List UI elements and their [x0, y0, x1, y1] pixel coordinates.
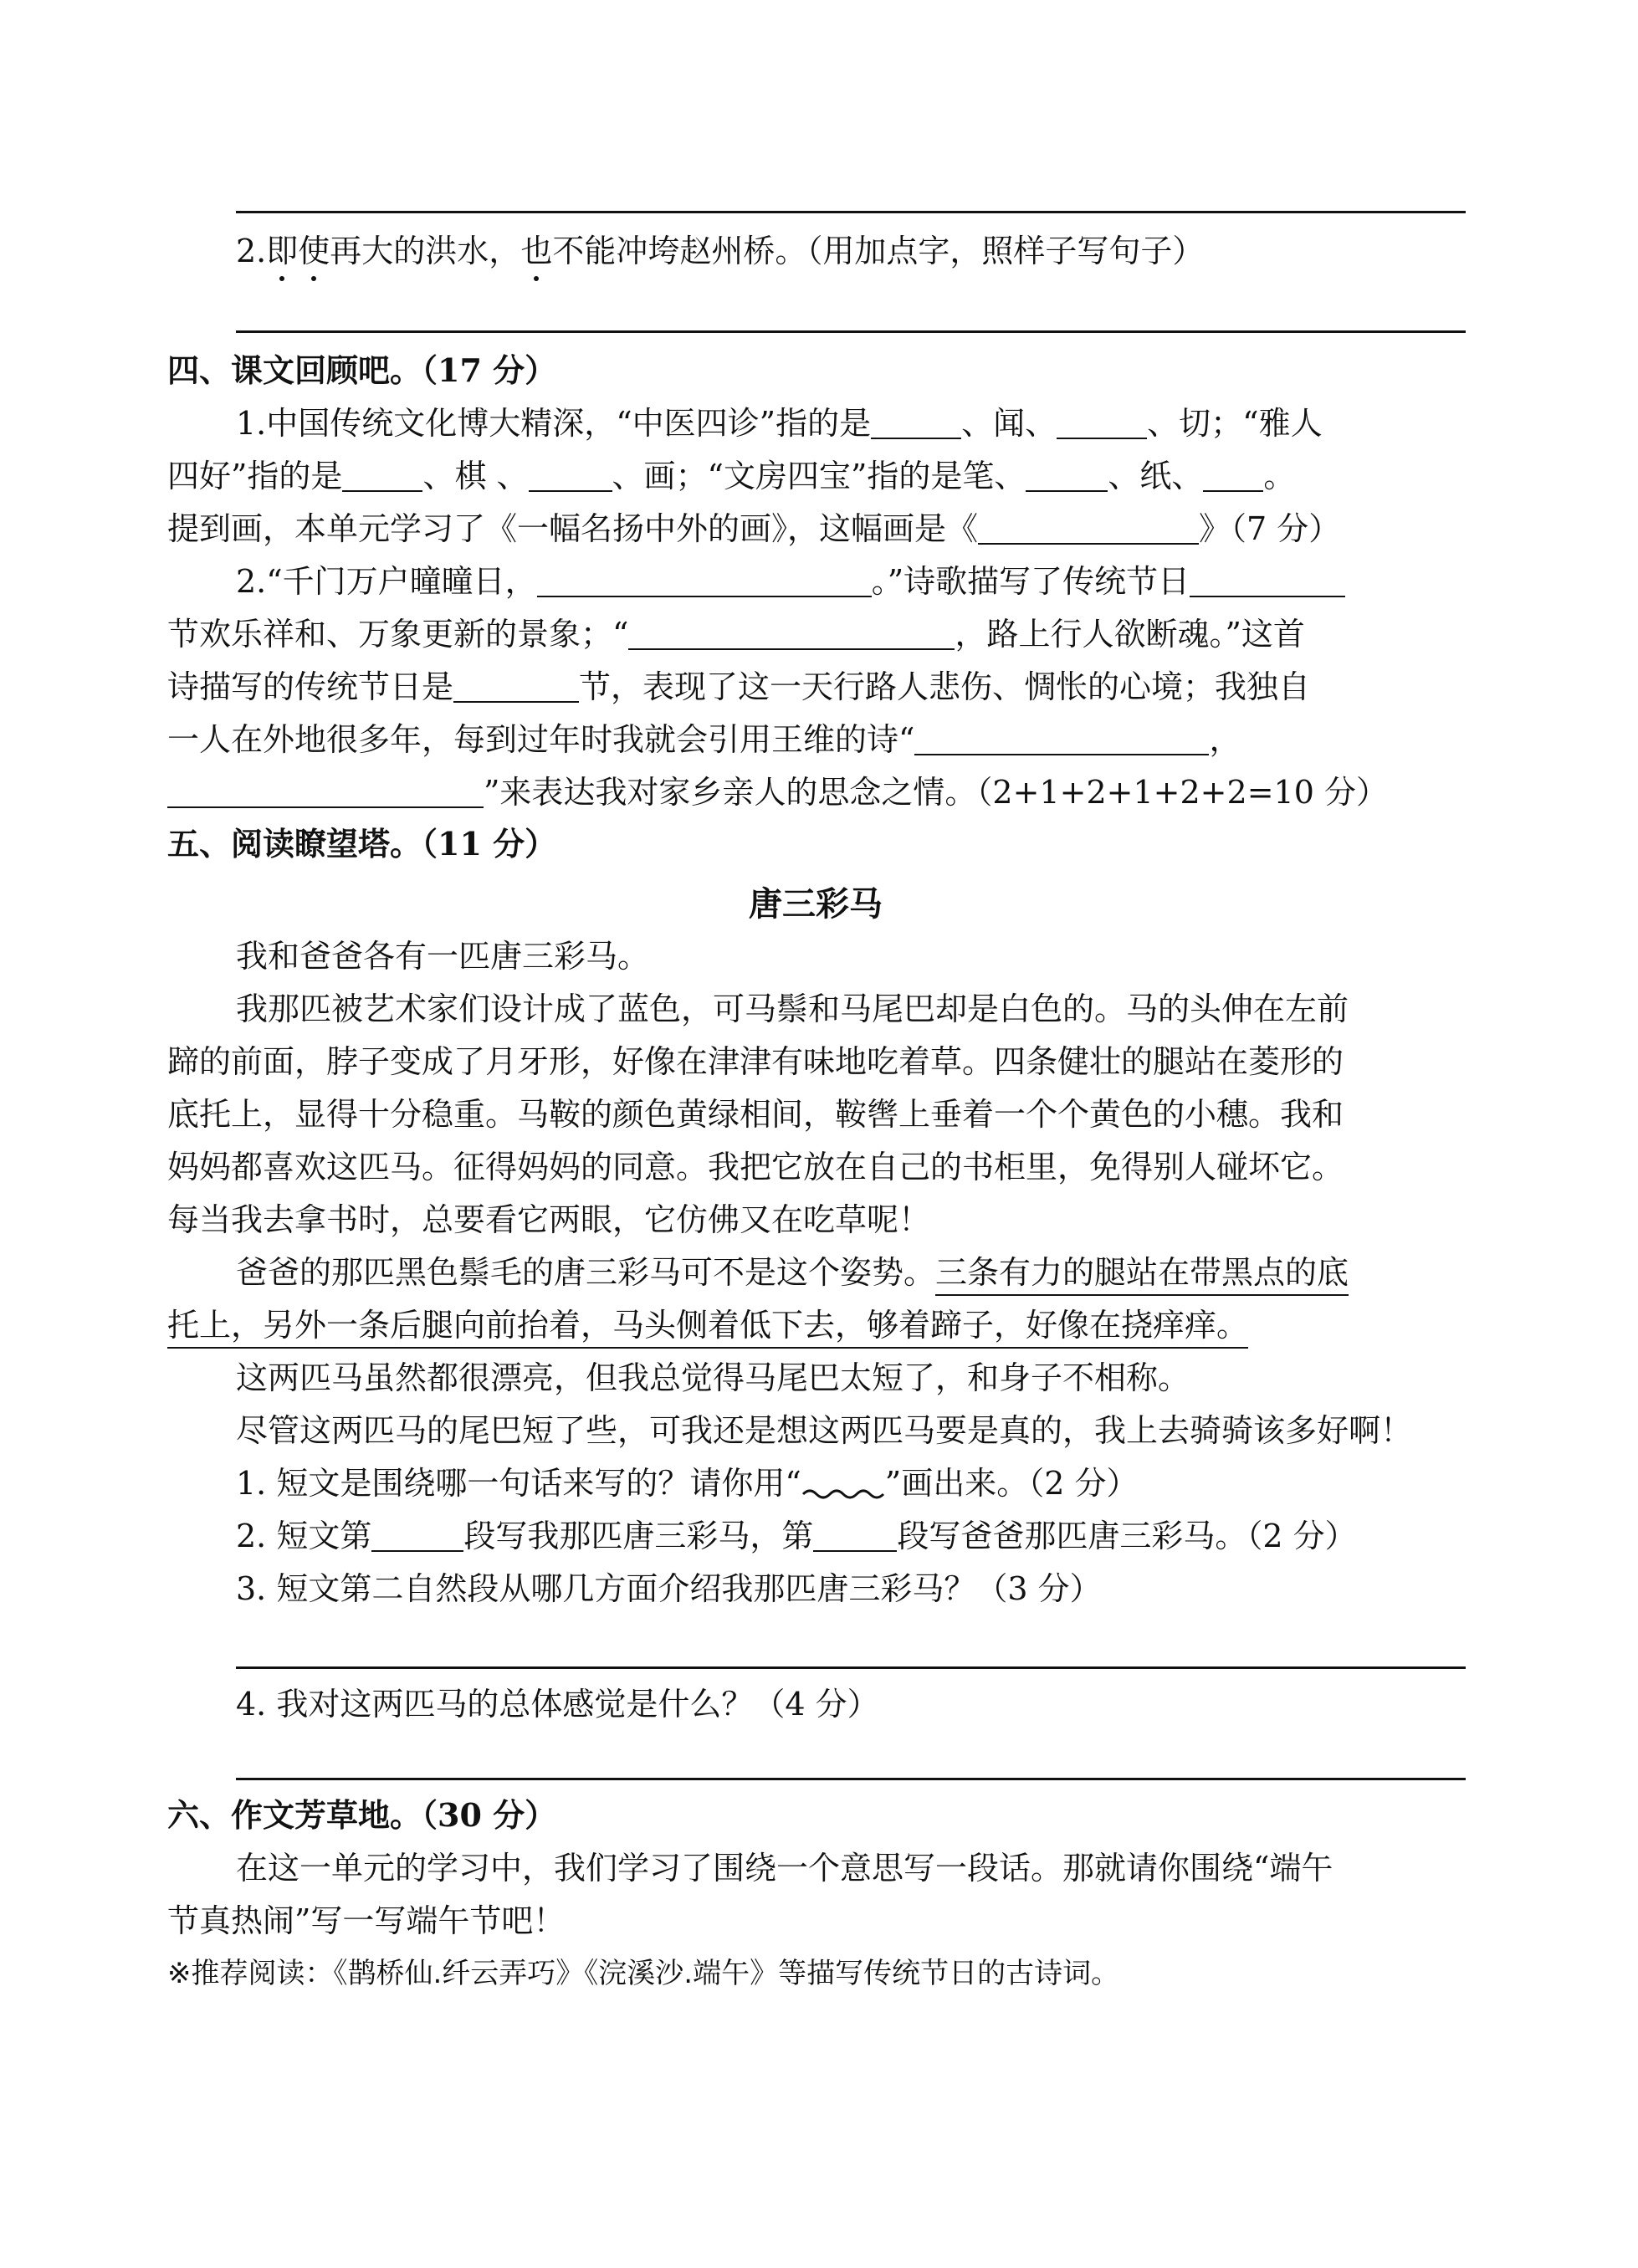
reading-question-4: 4. 我对这两匹马的总体感觉是什么？（4 分） — [236, 1686, 879, 1723]
passage-paragraph-4: 这两匹马虽然都很漂亮，但我总觉得马尾巴太短了，和身子不相称。 — [236, 1359, 1190, 1396]
blank[interactable] — [529, 462, 612, 492]
passage-paragraph-2-line-1: 我那匹被艺术家们设计成了蓝色，可马鬃和马尾巴却是白色的。马的头伸在左前 — [236, 991, 1349, 1027]
blank[interactable] — [813, 1522, 897, 1552]
blank[interactable] — [371, 1522, 463, 1552]
section-4-heading: 四、课文回顾吧。（17 分） — [167, 351, 557, 389]
review-line-3: 提到画，本单元学习了《一幅名扬中外的画》，这幅画是《 》（7 分） — [167, 510, 1341, 547]
passage-paragraph-5: 尽管这两匹马的尾巴短了些，可我还是想这两匹马要是真的，我上去骑骑该多好啊！ — [236, 1412, 1413, 1449]
answer-line[interactable] — [236, 330, 1466, 333]
answer-line[interactable] — [236, 1778, 1466, 1780]
emphasis-char-ji: 即 — [266, 233, 299, 269]
review-line-4: 2.“千门万户曈曈日， 。”诗歌描写了传统节日 — [236, 566, 1345, 597]
blank[interactable] — [1026, 462, 1108, 492]
section-5-heading: 五、阅读瞭望塔。（11 分） — [167, 825, 557, 863]
passage-paragraph-3-line-2 — [167, 1307, 1249, 1344]
recommended-reading-note: ※推荐阅读：《鹊桥仙.纤云弄巧》《浣溪沙.端午》等描写传统节日的古诗词。 — [167, 1957, 1120, 1990]
emphasis-char-shi: 使 — [298, 233, 330, 269]
blank[interactable] — [1057, 409, 1147, 439]
review-line-7: 一人在外地很多年，每到过年时我就会引用王维的诗“ ， — [167, 721, 1241, 758]
answer-line[interactable] — [236, 211, 1466, 213]
essay-prompt-line-1: 在这一单元的学习中，我们学习了围绕一个意思写一段话。那就请你围绕“端午 — [236, 1850, 1333, 1887]
blank[interactable] — [914, 725, 1209, 755]
review-line-5: 节欢乐祥和、万象更新的景象；“ ，路上行人欲断魂。”这首 — [167, 616, 1305, 653]
sentence-exercise-2: 2.即使再大的洪水，也不能冲垮赵州桥。（用加点字，照样子写句子） — [236, 233, 1205, 269]
review-line-1: 1.中国传统文化博大精深，“中医四诊”指的是 、闻、 、切；“雅人 — [236, 405, 1323, 442]
passage-paragraph-3-line-1: 爸爸的那匹黑色鬃毛的唐三彩马可不是这个姿势。三条有力的腿站在带黑点的底 — [236, 1257, 1349, 1288]
underlined-sentence: 托上，另外一条后腿向前抬着，马头侧着低下去，够着蹄子，好像在挠痒痒。 — [167, 1307, 1248, 1349]
blank[interactable] — [453, 673, 579, 703]
underlined-sentence: 三条有力的腿站在带黑点的底 — [935, 1254, 1349, 1296]
answer-line[interactable] — [236, 1666, 1466, 1669]
blank[interactable] — [978, 515, 1199, 545]
passage-paragraph-2-line-2: 蹄的前面，脖子变成了月牙形，好像在津津有味地吃着草。四条健壮的腿站在菱形的 — [167, 1043, 1344, 1080]
reading-question-2: 2. 短文第 段写我那匹唐三彩马，第 段写爸爸那匹唐三彩马。（2 分） — [236, 1518, 1357, 1554]
passage-title: 唐三彩马 — [749, 884, 883, 924]
blank[interactable] — [342, 462, 422, 492]
blank[interactable] — [871, 409, 961, 439]
review-line-2: 四好”指的是 、棋 、 、画；“文房四宝”指的是笔、 、纸、 。 — [167, 458, 1296, 494]
blank[interactable] — [1203, 462, 1263, 492]
emphasis-char-ye: 也 — [520, 233, 553, 269]
wavy-underline-icon — [801, 1484, 885, 1503]
passage-paragraph-2-line-3: 底托上，显得十分稳重。马鞍的颜色黄绿相间，鞍辔上垂着一个个黄色的小穗。我和 — [167, 1096, 1344, 1133]
review-line-8: ”来表达我对家乡亲人的思念之情。（2+1+2+1+2+2=10 分） — [167, 776, 1388, 808]
blank[interactable] — [167, 778, 484, 808]
passage-paragraph-1: 我和爸爸各有一匹唐三彩马。 — [236, 938, 650, 975]
blank[interactable] — [1190, 567, 1345, 597]
section-6-heading: 六、作文芳草地。（30 分） — [167, 1796, 557, 1834]
reading-question-1: 1. 短文是围绕哪一句话来写的？请你用“ ”画出来。（2 分） — [236, 1465, 1139, 1502]
passage-paragraph-2-line-5: 每当我去拿书时，总要看它两眼，它仿佛又在吃草呢！ — [167, 1201, 931, 1238]
essay-prompt-line-2: 节真热闹”写一写端午节吧！ — [167, 1902, 566, 1939]
reading-question-3: 3. 短文第二自然段从哪几方面介绍我那匹唐三彩马？（3 分） — [236, 1570, 1102, 1607]
blank[interactable] — [628, 620, 955, 650]
review-line-6: 诗描写的传统节日是 节，表现了这一天行路人悲伤、惆怅的心境；我独自 — [167, 668, 1311, 705]
passage-paragraph-2-line-4: 妈妈都喜欢这匹马。征得妈妈的同意。我把它放在自己的书柜里，免得别人碰坏它。 — [167, 1149, 1344, 1185]
blank[interactable] — [537, 567, 872, 597]
